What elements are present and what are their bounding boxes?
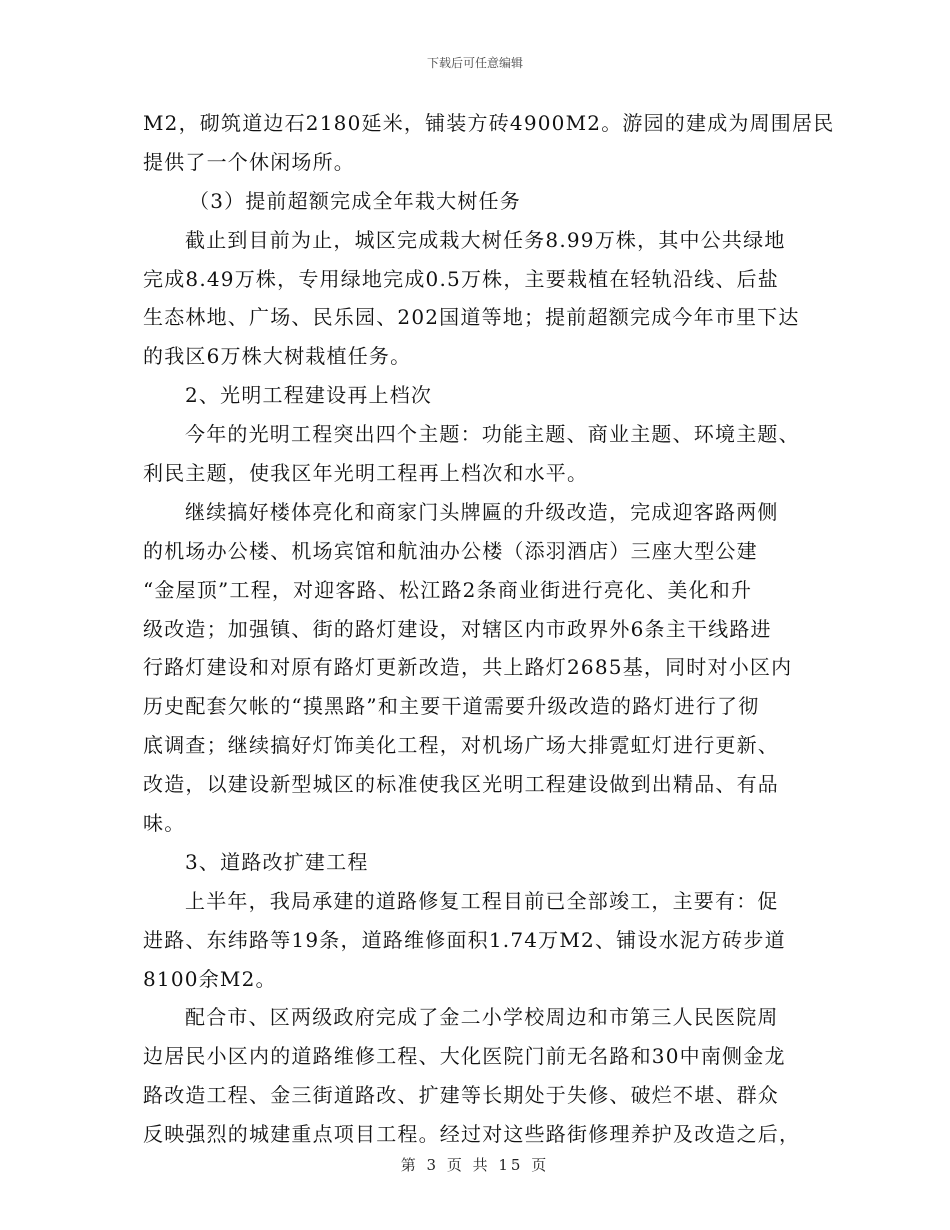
paragraph-start: 继续搞好楼体亮化和商家门头牌匾的升级改造，完成迎客路两侧 bbox=[185, 499, 779, 524]
text-line: 8100余M2。 bbox=[143, 966, 277, 991]
text-line: 提供了一个休闲场所。 bbox=[143, 149, 355, 174]
text-line: 改造，以建设新型城区的标准使我区光明工程建设做到出精品、有品 bbox=[143, 772, 779, 797]
text-line: 的我区6万株大树栽植任务。 bbox=[143, 344, 412, 369]
text-line: 历史配套欠帐的“摸黑路”和主要干道需要升级改造的路灯进行了彻 bbox=[143, 694, 760, 719]
text-line: 路改造工程、金三街道路改、扩建等长期处于失修、破烂不堪、群众 bbox=[143, 1083, 779, 1108]
text-line: M2，砌筑道边石2180延米，铺装方砖4900M2。游园的建成为周围居民 bbox=[143, 111, 835, 135]
paragraph-start: 今年的光明工程突出四个主题：功能主题、商业主题、环境主题、 bbox=[185, 422, 800, 447]
paragraph-start: 上半年，我局承建的道路修复工程目前已全部竣工，主要有：促 bbox=[185, 888, 779, 913]
paragraph-start: 配合市、区两级政府完成了金二小学校周边和市第三人民医院周 bbox=[185, 1005, 779, 1030]
text-line: 级改造；加强镇、街的路灯建设，对辖区内市政界外6条主干线路进 bbox=[143, 616, 772, 641]
text-line: “金屋顶”工程，对迎客路、松江路2条商业街进行亮化、美化和升 bbox=[143, 577, 753, 602]
text-line: 的机场办公楼、机场宾馆和航油办公楼（添羽酒店）三座大型公建 bbox=[143, 538, 758, 563]
subsection-heading: （3）提前超额完成全年栽大树任务 bbox=[189, 188, 521, 213]
text-line: 味。 bbox=[143, 811, 186, 836]
text-line: 利民主题，使我区年光明工程再上档次和水平。 bbox=[143, 461, 589, 486]
text-line: 生态林地、广场、民乐园、202国道等地；提前超额完成今年市里下达 bbox=[143, 305, 800, 330]
paragraph-start: 截止到目前为止，城区完成栽大树任务8.99万株，其中公共绿地 bbox=[185, 227, 786, 252]
section-heading: 2、光明工程建设再上档次 bbox=[185, 383, 433, 408]
text-line: 行路灯建设和对原有路灯更新改造，共上路灯2685基，同时对小区内 bbox=[143, 655, 793, 680]
page-number-footer: 第 3 页 共 15 页 bbox=[400, 1156, 550, 1174]
text-line: 反映强烈的城建重点项目工程。经过对这些路街修理养护及改造之后， bbox=[143, 1122, 801, 1147]
text-line: 底调查；继续搞好灯饰美化工程，对机场广场大排霓虹灯进行更新、 bbox=[143, 733, 779, 758]
text-line: 边居民小区内的道路维修工程、大化医院门前无名路和30中南侧金龙 bbox=[143, 1044, 786, 1069]
page-header: 下载后可任意编辑 bbox=[426, 56, 523, 70]
section-heading: 3、道路改扩建工程 bbox=[185, 849, 369, 874]
text-line: 完成8.49万株，专用绿地完成0.5万株，主要栽植在轻轨沿线、后盐 bbox=[143, 266, 779, 291]
document-body bbox=[143, 104, 835, 1154]
text-line: 进路、东纬路等19条，道路维修面积1.74万M2、铺设水泥方砖步道 bbox=[143, 927, 786, 952]
